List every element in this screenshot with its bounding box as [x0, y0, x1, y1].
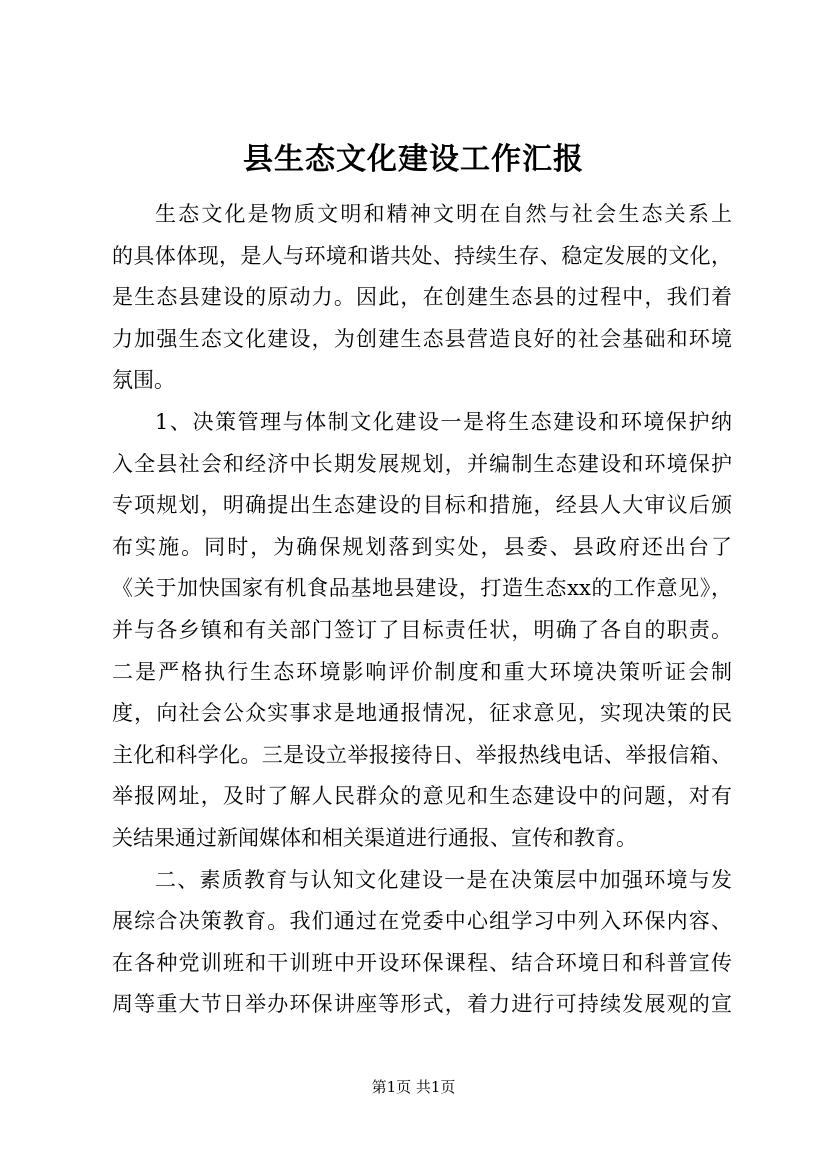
body-line: 周等重大节日举办环保讲座等形式，着力进行可持续发展观的宣	[112, 992, 732, 1017]
body-line: 1、决策管理与体制文化建设一是将生态建设和环境保护纳	[155, 409, 732, 434]
body-line: 生态文化是物质文明和精神文明在自然与社会生态关系上	[155, 202, 732, 226]
body-line: 展综合决策教育。我们通过在党委中心组学习中列入环保内容、	[112, 909, 732, 934]
body-line: 入全县社会和经济中长期发展规划，并编制生态建设和环境保护	[112, 451, 732, 476]
body-line: 度，向社会公众实事求是地通报情况，征求意见，实现决策的民	[112, 701, 732, 726]
document-title: 县生态文化建设工作汇报	[243, 142, 584, 177]
body-line: 专项规划，明确提出生态建设的目标和措施，经县人大审议后颁	[112, 493, 732, 518]
body-line: 是生态县建设的原动力。因此，在创建生态县的过程中，我们着	[112, 285, 732, 310]
body-line: 举报网址，及时了解人民群众的意见和生态建设中的问题，对有	[112, 784, 732, 809]
body-line: 二、素质教育与认知文化建设一是在决策层中加强环境与发	[155, 867, 732, 892]
body-line: 在各种党训班和干训班中开设环保课程、结合环境日和科普宣传	[112, 950, 732, 975]
body-line: 力加强生态文化建设，为创建生态县营造良好的社会基础和环境	[112, 326, 732, 351]
body-line: 关结果通过新闻媒体和相关渠道进行通报、宣传和教育。	[112, 825, 637, 850]
body-line: 的具体体现，是人与环境和谐共处、持续生存、稳定发展的文化，	[112, 243, 732, 268]
body-line: 二是严格执行生态环境影响评价制度和重大环境决策听证会制	[112, 659, 732, 684]
document-body	[112, 194, 732, 1026]
body-line: 并与各乡镇和有关部门签订了目标责任状，明确了各自的职责。	[112, 617, 732, 642]
page-number-footer: 第1页 共1页	[371, 1078, 456, 1096]
body-line: 《关于加快国家有机食品基地县建设，打造生态xx的工作意见》，	[112, 576, 732, 601]
body-line: 主化和科学化。三是设立举报接待日、举报热线电话、举报信箱、	[112, 742, 732, 767]
body-line: 布实施。同时，为确保规划落到实处，县委、县政府还出台了	[112, 534, 732, 559]
body-line: 氛围。	[112, 368, 175, 393]
